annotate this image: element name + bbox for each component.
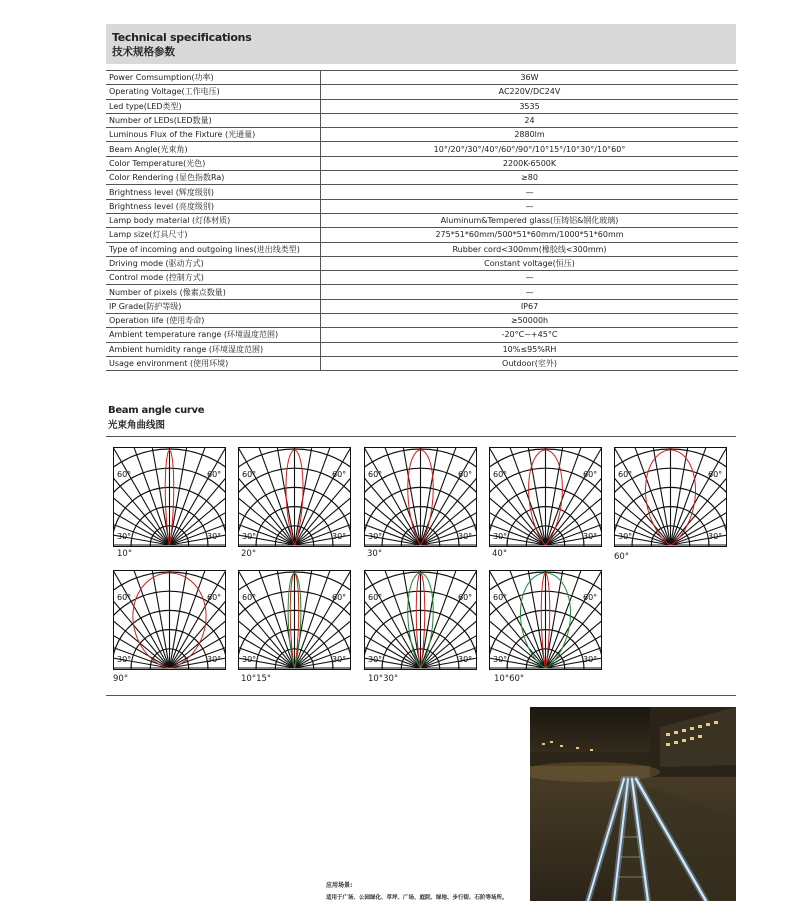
grid-angle-label: 30°	[458, 655, 473, 664]
grid-angle-label: 60°	[583, 593, 598, 602]
spec-value: Aluminum&Tempered glass(压铸铝&钢化玻璃)	[321, 213, 739, 227]
spec-row	[106, 99, 738, 113]
grid-angle-label: 60°	[207, 593, 222, 602]
beam-diagram-6	[113, 570, 226, 670]
grid-angle-label: 60°	[242, 593, 257, 602]
divider	[106, 436, 736, 437]
beam-diagram-2	[238, 447, 351, 547]
spec-row	[106, 342, 738, 356]
spec-row	[106, 271, 738, 285]
spec-value: 2880lm	[321, 128, 739, 142]
spec-value: —	[321, 285, 739, 299]
polar-chart	[489, 447, 602, 547]
grid-angle-label: 60°	[493, 593, 508, 602]
grid-angle-label: 60°	[618, 470, 633, 479]
spec-label: Color Temperature(光色)	[106, 156, 321, 170]
spec-title-en: Technical specifications	[112, 31, 252, 44]
beam-diagram-7	[238, 570, 351, 670]
spec-value: ≥50000h	[321, 314, 739, 328]
spec-value: 10%≤95%RH	[321, 342, 739, 356]
grid-angle-label: 60°	[368, 593, 383, 602]
spec-row	[106, 142, 738, 156]
divider	[106, 695, 736, 696]
grid-angle-label: 30°	[332, 532, 347, 541]
spec-value: 36W	[321, 71, 739, 85]
polar-chart	[364, 447, 477, 547]
spec-value: 2200K-6500K	[321, 156, 739, 170]
spec-row	[106, 256, 738, 270]
spec-label: Lamp body material (灯体材质)	[106, 213, 321, 227]
beam-diagram-1	[113, 447, 226, 547]
polar-chart	[238, 447, 351, 547]
grid-angle-label: 60°	[493, 470, 508, 479]
beam-diagram-label: 10°60°	[494, 674, 525, 684]
grid-angle-label: 30°	[708, 532, 723, 541]
spec-label: Usage environment (使用环境)	[106, 356, 321, 370]
spec-row	[106, 314, 738, 328]
spec-value: ≥80	[321, 171, 739, 185]
grid-angle-label: 60°	[458, 593, 473, 602]
application-photo	[530, 707, 736, 901]
spec-header	[106, 24, 736, 64]
spec-value: IP67	[321, 299, 739, 313]
beam-diagram-label: 60°	[614, 552, 630, 562]
grid-angle-label: 60°	[368, 470, 383, 479]
spec-label: Color Rendering (显色指数Ra)	[106, 171, 321, 185]
grid-angle-label: 30°	[583, 655, 598, 664]
grid-angle-label: 60°	[332, 470, 347, 479]
polar-chart	[113, 447, 226, 547]
spec-row	[106, 185, 738, 199]
beam-title-cn: 光束角曲线图	[108, 420, 166, 431]
grid-angle-label: 60°	[332, 593, 347, 602]
spec-label: Beam Angle(光束角)	[106, 142, 321, 156]
spec-row	[106, 299, 738, 313]
spec-label: Lamp size(灯具尺寸)	[106, 228, 321, 242]
spec-value: 24	[321, 113, 739, 127]
polar-chart	[113, 570, 226, 670]
grid-angle-label: 30°	[618, 532, 633, 541]
polar-chart	[238, 570, 351, 670]
spec-label: Driving mode (驱动方式)	[106, 256, 321, 270]
polar-chart	[614, 447, 727, 547]
spec-row	[106, 71, 738, 85]
spec-row	[106, 85, 738, 99]
application-caption-title: 应用场景:	[326, 882, 353, 889]
spec-row	[106, 242, 738, 256]
beam-diagram-label: 90°	[113, 674, 129, 684]
grid-angle-label: 30°	[117, 532, 132, 541]
spec-value: 3535	[321, 99, 739, 113]
spec-value: —	[321, 199, 739, 213]
grid-angle-label: 30°	[368, 655, 383, 664]
grid-angle-label: 30°	[583, 532, 598, 541]
spec-row	[106, 228, 738, 242]
beam-diagram-9	[489, 570, 602, 670]
spec-label: Number of pixels (像素点数量)	[106, 285, 321, 299]
spec-label: Control mode (控制方式)	[106, 271, 321, 285]
beam-diagram-8	[364, 570, 477, 670]
spec-value: —	[321, 185, 739, 199]
grid-angle-label: 30°	[242, 655, 257, 664]
grid-angle-label: 30°	[493, 532, 508, 541]
grid-angle-label: 60°	[242, 470, 257, 479]
grid-angle-label: 60°	[708, 470, 723, 479]
spec-label: Luminous Flux of the Fixture (光通量)	[106, 128, 321, 142]
polar-chart	[489, 570, 602, 670]
spec-value: 10°/20°/30°/40°/60°/90°/10°15°/10°30°/10°60°	[321, 142, 739, 156]
beam-diagram-label: 10°15°	[241, 674, 272, 684]
spec-label: Brightness level (辉度级别)	[106, 185, 321, 199]
beam-section-title	[108, 405, 204, 431]
spec-row	[106, 156, 738, 170]
spec-row	[106, 171, 738, 185]
application-caption-text: 适用于广场、公园绿化、草坪、广场、庭院、绿地、步行街、石阶等场所。	[326, 895, 508, 901]
spec-value: Outdoor(室外)	[321, 356, 739, 370]
spec-value: Rubber cord<300mm(橡胶线<300mm)	[321, 242, 739, 256]
spec-row	[106, 285, 738, 299]
spec-row	[106, 356, 738, 370]
spec-label: Brightness level (亮度级别)	[106, 199, 321, 213]
grid-angle-label: 60°	[207, 470, 222, 479]
grid-angle-label: 30°	[242, 532, 257, 541]
spec-row	[106, 128, 738, 142]
spec-value: —	[321, 271, 739, 285]
beam-diagram-label: 30°	[367, 549, 383, 559]
grid-angle-label: 60°	[583, 470, 598, 479]
spec-value: -20°C~+45°C	[321, 328, 739, 342]
beam-diagram-5	[614, 447, 727, 547]
grid-angle-label: 30°	[458, 532, 473, 541]
spec-row	[106, 213, 738, 227]
spec-row	[106, 113, 738, 127]
spec-value: Constant voltage(恒压)	[321, 256, 739, 270]
spec-label: Operating Voltage(工作电压)	[106, 85, 321, 99]
spec-label: Ambient humidity range (环境湿度范围)	[106, 342, 321, 356]
spec-label: Type of incoming and outgoing lines(进出线类型)	[106, 242, 321, 256]
spec-title-cn: 技术规格参数	[112, 46, 175, 58]
grid-angle-label: 30°	[368, 532, 383, 541]
spec-label: Led type(LED类型)	[106, 99, 321, 113]
spec-row	[106, 328, 738, 342]
grid-angle-label: 60°	[117, 593, 132, 602]
beam-diagram-label: 10°30°	[368, 674, 399, 684]
grid-angle-label: 30°	[493, 655, 508, 664]
beam-diagram-3	[364, 447, 477, 547]
spec-label: Power Comsumption(功率)	[106, 71, 321, 85]
spec-value: AC220V/DC24V	[321, 85, 739, 99]
spec-label: IP Grade(防护等级)	[106, 299, 321, 313]
grid-angle-label: 60°	[117, 470, 132, 479]
spec-label: Number of LEDs(LED数量)	[106, 113, 321, 127]
spec-row	[106, 199, 738, 213]
grid-angle-label: 30°	[332, 655, 347, 664]
beam-diagram-label: 40°	[492, 549, 508, 559]
spec-value: 275*51*60mm/500*51*60mm/1000*51*60mm	[321, 228, 739, 242]
grid-angle-label: 30°	[207, 532, 222, 541]
beam-diagram-4	[489, 447, 602, 547]
grid-angle-label: 30°	[117, 655, 132, 664]
beam-diagram-label: 10°	[117, 549, 133, 559]
spec-table	[106, 70, 738, 371]
grid-angle-label: 30°	[207, 655, 222, 664]
spec-label: Ambient temperature range (环境温度范围)	[106, 328, 321, 342]
beam-diagram-label: 20°	[241, 549, 257, 559]
beam-title-en: Beam angle curve	[108, 405, 205, 416]
grid-angle-label: 60°	[458, 470, 473, 479]
polar-chart	[364, 570, 477, 670]
spec-label: Operation life (使用寿命)	[106, 314, 321, 328]
